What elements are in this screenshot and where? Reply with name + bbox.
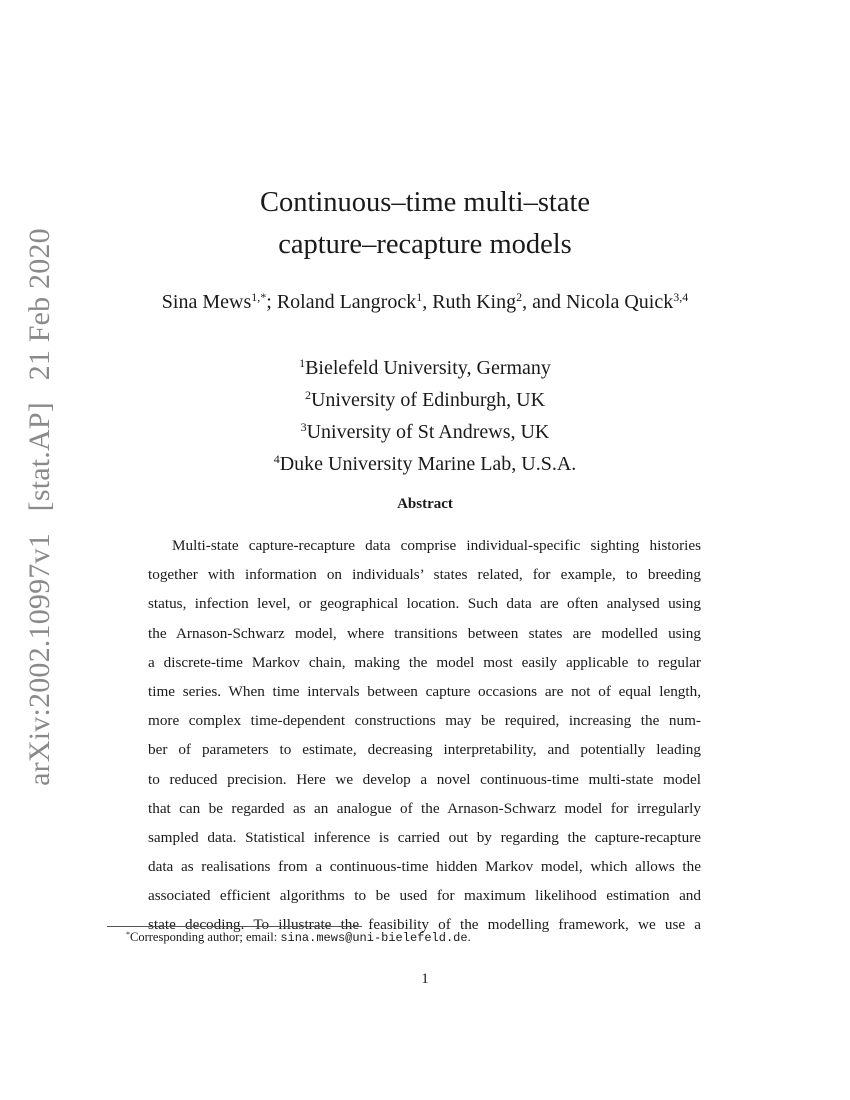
- abstract-line: together with information on individuals’ states related, for example, to breeding: [148, 566, 701, 584]
- affiliation: $^4$Duke University Marine Lab, U.S.A.: [273, 452, 577, 475]
- affiliation: $^1$Bielefeld University, Germany: [299, 356, 551, 379]
- abstract-line: that can be regarded as an analogue of the Arnason-Schwarz model for irregularly: [148, 799, 701, 817]
- author: Nicola Quick$^{3,4}$: [566, 290, 689, 313]
- abstract-heading: Abstract: [397, 496, 453, 512]
- page-number: 1: [421, 971, 429, 987]
- abstract-line: data as realisations from a continuous-time hidden Markov model, which allows the: [148, 858, 701, 876]
- arxiv-date: 21 Feb 2020: [23, 228, 56, 381]
- abstract-line: more complex time-dependent constructions may be required, increasing the num-: [148, 712, 701, 730]
- abstract-line: associated efficient algorithms to be used for maximum likelihood estimation and: [148, 887, 701, 905]
- affiliation: $^2$University of Edinburgh, UK: [304, 388, 546, 411]
- title-line-2: capture–recapture models: [278, 229, 572, 260]
- footnote-divider: [107, 926, 362, 927]
- abstract-line: to reduced precision. Here we develop a novel continuous-time multi-state model: [148, 770, 701, 788]
- footnote: *Corresponding author; email: sina.mews@uni-bielefeld.de.: [126, 930, 471, 945]
- affiliation-list: [0, 352, 850, 480]
- footnote-marker: *: [126, 930, 130, 939]
- abstract-line: Multi-state capture-recapture data comprise individual-specific sighting histories: [172, 537, 701, 554]
- email-link[interactable]: sina.mews@uni-bielefeld.de: [280, 931, 468, 945]
- abstract-line: a discrete-time Markov chain, making the model most easily applicable to regular: [148, 653, 701, 671]
- author: Roland Langrock$^1$,: [276, 290, 433, 313]
- arxiv-id: arXiv:2002.10997v1: [23, 533, 56, 786]
- abstract-line: ber of parameters to estimate, decreasing interpretability, and potentially leading: [148, 741, 701, 759]
- author-list: [0, 291, 850, 314]
- abstract-line: time series. When time intervals between capture occasions are not of equal length,: [148, 682, 701, 700]
- author: Sina Mews$^{1,*}$;: [161, 290, 277, 313]
- arxiv-category: [stat.AP]: [23, 402, 56, 512]
- author: Ruth King$^2$, and: [432, 290, 567, 313]
- abstract-line: state decoding. To illustrate the feasibility of the modelling framework, we use a: [148, 916, 701, 934]
- abstract-line: the Arnason-Schwarz model, where transitions between states are modelled using: [148, 624, 701, 642]
- abstract-line: sampled data. Statistical inference is carried out by regarding the capture-recapture: [148, 828, 701, 846]
- abstract-body: [148, 531, 701, 940]
- abstract-line: status, infection level, or geographical location. Such data are often analysed using: [148, 595, 701, 613]
- affiliation: $^3$University of St Andrews, UK: [300, 420, 550, 443]
- title-line-1: Continuous–time multi–state: [259, 187, 591, 218]
- paper-title: [0, 182, 850, 266]
